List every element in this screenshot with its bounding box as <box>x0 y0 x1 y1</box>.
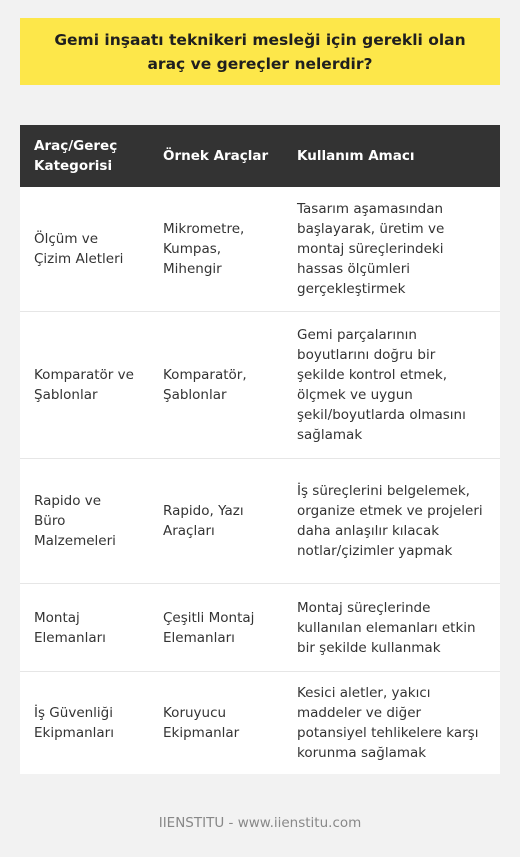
cell-purpose: Gemi parçalarının boyutlarını doğru bir şekilde kontrol etmek, ölçmek ve uygun şekil/boyutlarda olmasını sağlamak <box>283 312 500 459</box>
table-row <box>20 584 500 672</box>
footer-credit: IIENSTITU - www.iienstitu.com <box>158 815 362 831</box>
cell-purpose: İş süreçlerini belgelemek, organize etmek ve projeleri daha anlaşılır kılacak notlar/çizimler yapmak <box>283 459 500 584</box>
cell-tools: Koruyucu Ekipmanlar <box>149 672 283 775</box>
cell-purpose: Tasarım aşamasından başlayarak, üretim ve montaj süreçlerindeki hassas ölçümleri gerçekleştirmek <box>283 187 500 312</box>
cell-category: Montaj Elemanları <box>20 584 149 672</box>
table-header-row <box>20 125 500 187</box>
cell-category: İş Güvenliği Ekipmanları <box>20 672 149 775</box>
header-category: Araç/Gereç Kategorisi <box>20 125 149 187</box>
cell-category: Rapido ve Büro Malzemeleri <box>20 459 149 584</box>
cell-tools: Mikrometre, Kumpas, Mihengir <box>149 187 283 312</box>
table-row <box>20 672 500 775</box>
table-row <box>20 459 500 584</box>
cell-category: Komparatör ve Şablonlar <box>20 312 149 459</box>
page-title: Gemi inşaatı teknikeri mesleği için gerekli olan araç ve gereçler nelerdir? <box>54 30 466 73</box>
tools-table <box>20 125 500 774</box>
cell-category: Ölçüm ve Çizim Aletleri <box>20 187 149 312</box>
cell-purpose: Kesici aletler, yakıcı maddeler ve diğer potansiyel tehlikelere karşı korunma sağlamak <box>283 672 500 775</box>
cell-tools: Komparatör, Şablonlar <box>149 312 283 459</box>
title-banner <box>20 18 500 85</box>
header-purpose: Kullanım Amacı <box>283 125 500 187</box>
header-tools: Örnek Araçlar <box>149 125 283 187</box>
table-row <box>20 187 500 312</box>
table-row <box>20 312 500 459</box>
tools-table-container <box>20 125 500 774</box>
cell-tools: Rapido, Yazı Araçları <box>149 459 283 584</box>
cell-purpose: Montaj süreçlerinde kullanılan elemanları etkin bir şekilde kullanmak <box>283 584 500 672</box>
cell-tools: Çeşitli Montaj Elemanları <box>149 584 283 672</box>
